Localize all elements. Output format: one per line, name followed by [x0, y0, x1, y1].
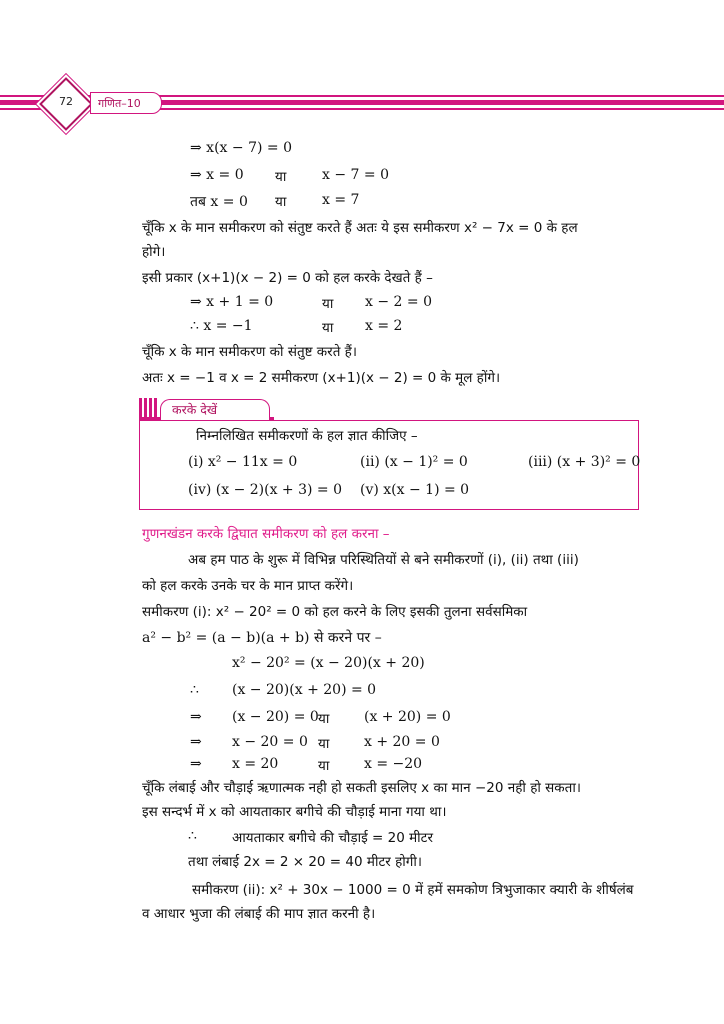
eq-line-4-or: या [318, 736, 330, 752]
section-para-3: चूँकि लंबाई और चौड़ाई ऋणात्मक नही हो सकती इसलिए x का मान −20 नही हो सकता। [142, 780, 581, 796]
eq-line-2: (x − 20)(x + 20) = 0 [232, 682, 377, 698]
conclusion-width: आयताकार बगीचे की चौड़ाई = 20 मीटर [232, 830, 433, 846]
step-line-2-left: ⇒ x = 0 [190, 167, 244, 183]
paragraph-4: अतः x = −1 व x = 2 समीकरण (x+1)(x − 2) = 0 के मूल होंगे। [142, 370, 501, 386]
try-box-label: करके देखें [172, 402, 218, 417]
exercise-item: (iii) (x + 3)² = 0 [528, 454, 641, 470]
step-line-3-or: या [275, 194, 287, 210]
paragraph-2: इसी प्रकार (x+1)(x − 2) = 0 को हल करके देखते हैं – [142, 270, 433, 286]
exercise-item: (iv) (x − 2)(x + 3) = 0 [188, 482, 343, 498]
exercise-item: (ii) (x − 1)² = 0 [360, 454, 468, 470]
step-line-4-right: x − 2 = 0 [365, 294, 432, 310]
exercise-item: (i) x² − 11x = 0 [188, 454, 298, 470]
paragraph-1: चूँकि x के मान समीकरण को संतुष्ट करते हैं अतः ये इस समीकरण x² − 7x = 0 के हल [142, 220, 578, 236]
step-line-2-right: x − 7 = 0 [322, 167, 389, 183]
step-line-5-left: ∴ x = −1 [190, 318, 253, 334]
section-heading: गुणनखंडन करके द्विघात समीकरण को हल करना – [142, 526, 390, 542]
section-para-1: अब हम पाठ के शुरू में विभिन्न परिस्थितियों से बने समीकरणों (i), (ii) तथा (iii) [188, 552, 579, 568]
paragraph-3: चूँकि x के मान समीकरण को संतुष्ट करते हैं। [142, 344, 357, 360]
conclusion-length: तथा लंबाई 2x = 2 × 20 = 40 मीटर होगी। [188, 854, 422, 870]
page-number: 72 [59, 95, 73, 108]
conclusion-symbol: ∴ [188, 828, 197, 844]
eq-line-4-right: x + 20 = 0 [364, 734, 440, 750]
eq-line-5-symbol: ⇒ [190, 756, 202, 772]
step-line-5-or: या [322, 320, 334, 336]
eq-line-3-or: या [318, 711, 330, 727]
eq-line-5-right: x = −20 [364, 756, 423, 772]
step-line-5-right: x = 2 [365, 318, 403, 334]
step-line-4-or: या [322, 296, 334, 312]
section-para-1-cont: को हल करके उनके चर के मान प्राप्त करेंगे। [142, 578, 354, 594]
section-para-4: इस सन्दर्भ में x को आयताकार बगीचे की चौड़ाई माना गया था। [142, 804, 447, 820]
eq-line-2-symbol: ∴ [190, 682, 199, 698]
eq-line-5-or: या [318, 758, 330, 774]
section-identity: a² − b² = (a − b)(a + b) से करने पर – [142, 630, 382, 646]
try-box-instruction: निम्नलिखित समीकरणों के हल ज्ञात कीजिए – [196, 428, 418, 444]
eq-line-4-left: x − 20 = 0 [232, 734, 308, 750]
eq-line-3-left: (x − 20) = 0 [232, 709, 319, 725]
step-line-1: ⇒ x(x − 7) = 0 [190, 140, 292, 156]
section-para-5-cont: व आधार भुजा की लंबाई की माप ज्ञात करनी है। [142, 906, 376, 922]
paragraph-1-cont: होगे। [142, 244, 166, 260]
eq-line-3-right: (x + 20) = 0 [364, 709, 451, 725]
section-para-5: समीकरण (ii): x² + 30x − 1000 = 0 में हमें समकोण त्रिभुजाकार क्यारी के शीर्षलंब [192, 882, 634, 898]
step-line-3-left: तब x = 0 [190, 194, 248, 210]
step-line-3-right: x = 7 [322, 192, 360, 208]
eq-line-4-symbol: ⇒ [190, 734, 202, 750]
eq-line-3-symbol: ⇒ [190, 709, 202, 725]
exercise-item: (v) x(x − 1) = 0 [360, 482, 470, 498]
eq-line-1: x² − 20² = (x − 20)(x + 20) [232, 655, 425, 671]
step-line-2-or: या [275, 169, 287, 185]
book-title: गणित–10 [98, 97, 141, 110]
section-para-2: समीकरण (i): x² − 20² = 0 को हल करने के लिए इसकी तुलना सर्वसमिका [142, 604, 528, 620]
step-line-4-left: ⇒ x + 1 = 0 [190, 294, 274, 310]
eq-line-5-left: x = 20 [232, 756, 279, 772]
